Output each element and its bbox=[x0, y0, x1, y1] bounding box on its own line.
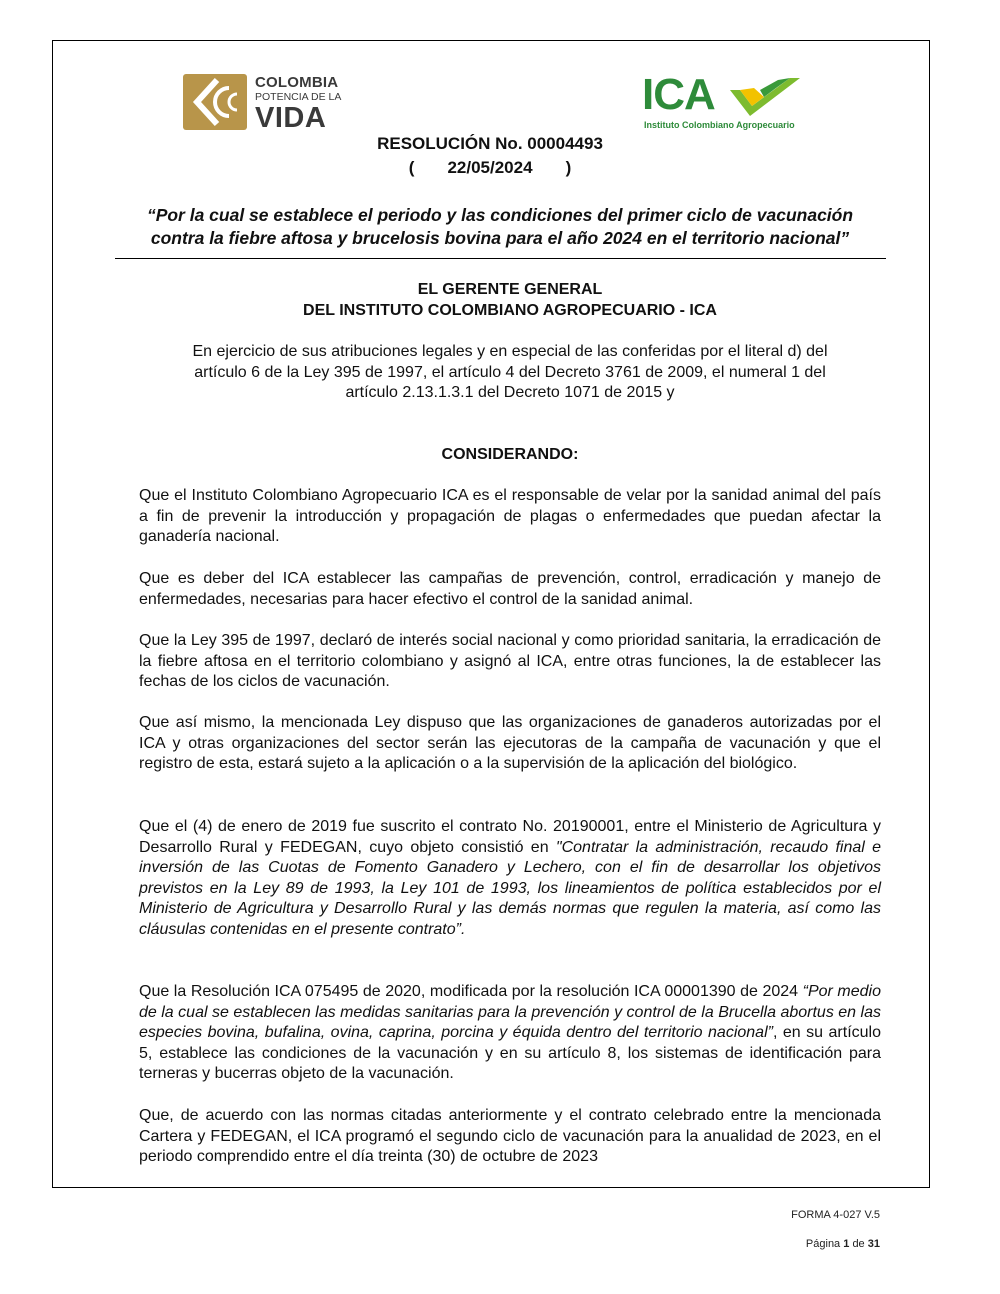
authority-heading bbox=[120, 280, 900, 321]
subject-line-2: contra la fiebre aftosa y brucelosis bovina para el año 2024 en el territorio nacional” bbox=[150, 228, 850, 248]
ica-logo bbox=[642, 70, 802, 132]
resolution-number: RESOLUCIÓN No. 00004493 bbox=[377, 134, 603, 153]
powers-line-2: artículo 6 de la Ley 395 de 1997, el artículo 4 del Decreto 3761 de 2009, el numeral 1 del bbox=[194, 363, 826, 381]
subject-divider bbox=[115, 258, 886, 259]
ica-logo-text: ICA bbox=[642, 70, 715, 119]
page-current: 1 bbox=[843, 1238, 850, 1250]
considerando-heading: CONSIDERANDO: bbox=[441, 446, 579, 463]
paragraph-7: Que, de acuerdo con las normas citadas anteriormente y el contrato celebrado entre la mencionada Cartera y FEDEGAN, el ICA programó el segundo ciclo de vacunación para la anualidad de 2023, en el periodo comprendido entre el día treinta (30) de octubre de 2023 bbox=[139, 1107, 881, 1166]
ica-checkmark-icon bbox=[730, 76, 802, 124]
page-total: 31 bbox=[867, 1238, 880, 1250]
paragraph-6-rest: , en su artículo 5, establece las condiciones de la vacunación y en su artículo 8, los sistemas de identificación para terneras y bucerras objeto de la vacunación. bbox=[139, 1024, 881, 1083]
paragraph-6-text: Que la Resolución ICA 075495 de 2020, modificada por la resolución ICA 00001390 de 2024 bbox=[139, 983, 803, 1000]
resolution-date: ( 22/05/2024 ) bbox=[408, 158, 572, 177]
page-of: de bbox=[852, 1238, 865, 1250]
logo-text-colombia: COLOMBIA bbox=[255, 74, 339, 91]
paragraph-6-quote: “Por medio de la cual se establecen las medidas sanitarias para la prevención y control de la Brucella abortus en las especies bovina, bufalina, ovina, caprina, porcina y équida dentro del territorio nacional” bbox=[139, 983, 882, 1042]
form-code: FORMA 4-027 V.5 bbox=[791, 1209, 880, 1221]
paragraph-6 bbox=[139, 982, 881, 1085]
paragraph-3: Que la Ley 395 de 1997, declaró de interés social nacional y como prioridad sanitaria, la erradicación de la fiebre aftosa en el territorio colombiano y asignó al ICA, entre otras funciones, la de establecer las fechas de los ciclos de vacunación. bbox=[139, 632, 881, 691]
paragraph-2: Que es deber del ICA establecer las campañas de prevención, control, erradicación y manejo de enfermedades, necesarias para hacer efectivo el control de la sanidad animal. bbox=[139, 570, 881, 608]
colombia-logo-icon bbox=[183, 74, 247, 130]
powers-line-3: artículo 2.13.1.3.1 del Decreto 1071 de 2015 y bbox=[345, 384, 675, 401]
powers-line-1: En ejercicio de sus atribuciones legales y en especial de las conferidas por el literal d) del bbox=[192, 343, 828, 360]
authority-line-2: DEL INSTITUTO COLOMBIANO AGROPECUARIO - ICA bbox=[303, 301, 717, 319]
paragraph-5-text: Que el (4) de enero de 2019 fue suscrito el contrato No. 20190001, entre el Ministerio de Agricultura y Desarrollo Rural y FEDEGAN, cuyo objeto consistió en bbox=[139, 818, 881, 856]
paragraph-5 bbox=[139, 817, 881, 941]
paragraph-4: Que así mismo, la mencionada Ley dispuso que las organizaciones de ganaderos autorizadas por el ICA y otras organizaciones del sector serán las ejecutoras de la campaña de vacunación y que el registro de esta, estará sujeto a la aplicación o a la supervisión de la aplicación del biológico. bbox=[139, 714, 881, 773]
logo-text-vida: VIDA bbox=[255, 102, 327, 134]
colombia-potencia-de-la-vida-logo bbox=[183, 74, 343, 132]
page-number bbox=[806, 1238, 880, 1250]
logo-text-potencia: POTENCIA DE LA bbox=[255, 91, 342, 103]
authority-line-1: EL GERENTE GENERAL bbox=[417, 281, 603, 298]
powers-statement bbox=[120, 342, 900, 404]
ica-logo-subtitle: Instituto Colombiano Agropecuario bbox=[644, 120, 795, 130]
paragraph-5-quote: "Contratar la administración, recaudo final e inversión de las Cuotas de Fomento Ganadero y Lechero, con el fin de desarrollar los objetivos previstos en la Ley 89 de 1993, la Ley 101 de 1993, los lineamientos de política establecidos por el Ministerio de Agricultura y Desarrollo Rural y las demás normas que regulen la materia, así como las cláusulas contenidas en el presente contrato”. bbox=[139, 838, 882, 938]
page-label: Página bbox=[805, 1238, 841, 1250]
resolution-subject bbox=[90, 204, 910, 250]
subject-line-1: “Por la cual se establece el periodo y las condiciones del primer ciclo de vacunación bbox=[146, 205, 854, 225]
paragraph-1: Que el Instituto Colombiano Agropecuario ICA es el responsable de velar por la sanidad animal del país a fin de prevenir la introducción y propagación de plagas o enfermedades que puedan afectar la ganadería nacional. bbox=[139, 487, 881, 546]
